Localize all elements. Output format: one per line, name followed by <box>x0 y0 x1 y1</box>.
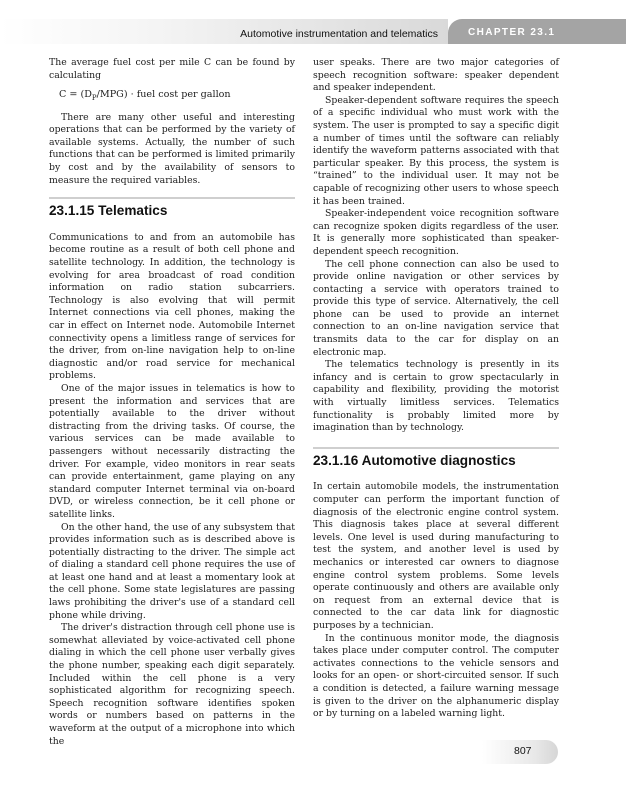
paragraph: Speaker-independent voice recognition software can recognize spoken digits regardless of the user. It is generally more sophisticated than speaker-dependent speech recognition. <box>313 208 559 257</box>
page-number-tab <box>482 740 558 764</box>
running-title: Automotive instrumentation and telematics <box>240 28 438 40</box>
chapter-tab <box>448 19 626 44</box>
paragraph: On the other hand, the use of any subsystem that provides information such as is described above is potentially distracting to the driver. The simple act of dialing a standard cell phone requires the use of at least one hand and at least a momentary look at the cell phone. Some state legislatures are passing laws prohibiting the driver's use of a standard cell phone while driving. <box>49 521 295 621</box>
paragraph: One of the major issues in telematics is how to present the information and services that are potentially available to the driver without distracting from the driving tasks. Of course, the various services can be made available to passengers without necessarily distracting the driver. For example, video monitors in rear seats can provide entertainment, game playing on any standard computer Internet terminal via on-board DVD, or wireless connection, be it cell phone or satellite links. <box>49 382 295 520</box>
section-heading-diagnostics: 23.1.16 Automotive diagnostics <box>313 447 559 468</box>
formula-subscript: P <box>91 94 97 103</box>
page-header <box>0 0 626 44</box>
paragraph: Speaker-dependent software requires the speech of a specific individual who must work with the system. The user is prompted to say a specific digit a number of times until the software can reliably identify the waveform patterns associated with that particular speaker. By this process, the system is “trained” to the individual user. It may not be capable of recognizing other users to whose speech it has been trained. <box>313 94 559 207</box>
paragraph: The telematics technology is presently in its infancy and is certain to grow spectacularly in capability and flexibility, providing the motorist with virtually limitless services. Telematics functionality is probably limited more by imagination than by technology. <box>313 359 559 434</box>
page-number: 807 <box>514 745 532 757</box>
paragraph: The driver's distraction through cell phone use is somewhat alleviated by voice-activated cell phone dialing in which the cell phone user verbally gives the phone number, speaking each digit separately. Included within the cell phone is a very sophisticated algorithm for recognizing speech. Speech recognition software identifies spoken words or numbers based on patterns in the waveform at the output of a microphone into which the <box>49 622 295 747</box>
paragraph: In certain automobile models, the instrumentation computer can perform the important function of diagnosis of the electronic engine control system. This diagnosis takes place at several different levels. One level is used during manufacturing to test the system, and another level is used by mechanics or interested car owners to diagnose engine control system problems. Some levels operate continuously and others are available only on request from an external device that is connected to the car data link for diagnostic purposes by a technician. <box>313 481 559 631</box>
formula-part: C = (D <box>59 89 92 101</box>
paragraph: In the continuous monitor mode, the diagnosis takes place under computer control. The computer activates connections to the vehicle sensors and looks for an open- or short-circuited sensor. If such a condition is detected, a failure warning message is given to the driver on the alphanumeric display or by turning on a labeled warning light. <box>313 632 559 720</box>
paragraph: The cell phone connection can also be used to provide online navigation or other services by contacting a service with operators trained to provide this type of service. Alternatively, the cell phone can be used to provide an internet connection to an on-line navigation service that transmits data to the car for display on an electronic map. <box>313 258 559 358</box>
left-column <box>49 57 295 748</box>
fuel-cost-formula <box>59 89 295 105</box>
paragraph: Communications to and from an automobile has become routine as a result of both cell phone and satellite technology. In addition, the technology is evolving for area broadcast of road condition information on radio station subcarriers. Technology is also evolving that will permit Internet connections via cell phones, making the car in effect on Internet node. Automobile Internet connectivity opens a limitless range of services for the driver, from on-line navigation help to on-line diagnostic and/or road service for mechanical problems. <box>49 231 295 382</box>
chapter-label: CHAPTER 23.1 <box>468 27 556 38</box>
right-column <box>313 57 559 721</box>
section-heading-telematics: 23.1.15 Telematics <box>49 197 295 218</box>
paragraph: The average fuel cost per mile C can be found by calculating <box>49 57 295 81</box>
paragraph: user speaks. There are two major categories of speech recognition software: speaker dependent and speaker independent. <box>313 57 559 94</box>
formula-part: /MPG) · fuel cost per gallon <box>96 89 231 101</box>
paragraph: There are many other useful and interesting operations that can be performed by the variety of available systems. Actually, the number of such functions that can be performed is limited primarily by cost and by the availability of sensors to measure the required variables. <box>49 111 295 186</box>
